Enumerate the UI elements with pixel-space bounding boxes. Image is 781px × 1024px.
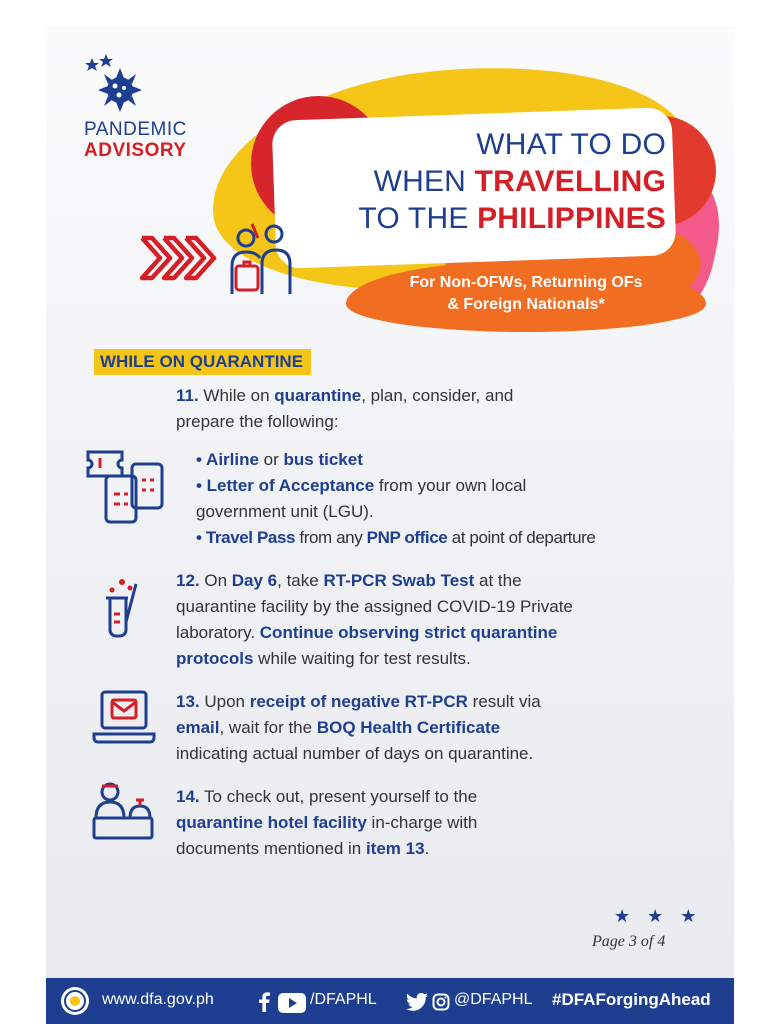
travellers-icon <box>222 220 306 296</box>
chevron-arrows-icon <box>138 232 218 284</box>
twitter-instagram-handle[interactable]: @DFAPHL <box>454 991 533 1008</box>
check-out-desk-icon <box>90 778 156 842</box>
step-13: 13. Upon receipt of negative RT-PCR result via email, wait for the BOQ Health Certificate indicating actual number of days on quarantine. <box>176 692 541 763</box>
title-line-3: TO THE PHILIPPINES <box>358 202 666 235</box>
dfa-seal-icon <box>60 986 90 1016</box>
step-12: 12. On Day 6, take RT-PCR Swab Test at the quarantine facility by the assigned COVID-19 Private laboratory. Continue observing strict quarantine protocols while waiting for test results. <box>176 571 573 668</box>
hashtag[interactable]: #DFAForgingAhead <box>552 990 711 1009</box>
advisory-logo-text <box>84 119 187 161</box>
step-11: 11. While on quarantine, plan, consider, and prepare the following: <box>176 386 514 431</box>
instagram-icon[interactable] <box>432 993 450 1011</box>
youtube-icon[interactable] <box>278 993 306 1013</box>
facebook-icon[interactable] <box>258 992 270 1012</box>
section-heading: WHILE ON QUARANTINE <box>94 349 311 375</box>
subtitle-line-1: For Non-OFWs, Returning OFs <box>409 274 643 291</box>
logo-line-advisory: ADVISORY <box>84 140 187 161</box>
laptop-email-icon <box>92 688 156 746</box>
footer-bar <box>46 978 734 1024</box>
step-14: 14. To check out, present yourself to the quarantine hotel facility in-charge with documents mentioned in item 13. <box>176 787 478 858</box>
twitter-icon[interactable] <box>406 993 428 1011</box>
list-item: • Airline or bus ticket <box>196 450 363 469</box>
title-line-1: WHAT TO DO <box>476 128 666 161</box>
website-link[interactable]: www.dfa.gov.ph <box>102 991 214 1008</box>
list-item: • Letter of Acceptance from your own local <box>196 476 527 495</box>
step-11-list: • Airline or bus ticket • Letter of Acceptance from your own local government unit (LGU). • Travel Pass from any PNP office at point of departure <box>196 447 726 551</box>
page-title <box>284 126 666 237</box>
star-cluster-icon <box>82 54 144 114</box>
subtitle <box>346 272 706 316</box>
title-line-2: WHEN TRAVELLING <box>373 165 666 198</box>
page-number: Page 3 of 4 <box>592 933 666 950</box>
test-tube-icon <box>100 576 150 638</box>
facebook-youtube-handle[interactable]: /DFAPHL <box>310 991 377 1008</box>
logo-line-pandemic: PANDEMIC <box>84 119 187 140</box>
list-item: • Travel Pass from any PNP office at point of departure <box>196 528 596 547</box>
rating-stars: ★ ★ ★ <box>614 906 703 926</box>
subtitle-line-2: & Foreign Nationals* <box>447 296 605 313</box>
advisory-card <box>46 26 734 1024</box>
tickets-icon <box>84 446 168 526</box>
